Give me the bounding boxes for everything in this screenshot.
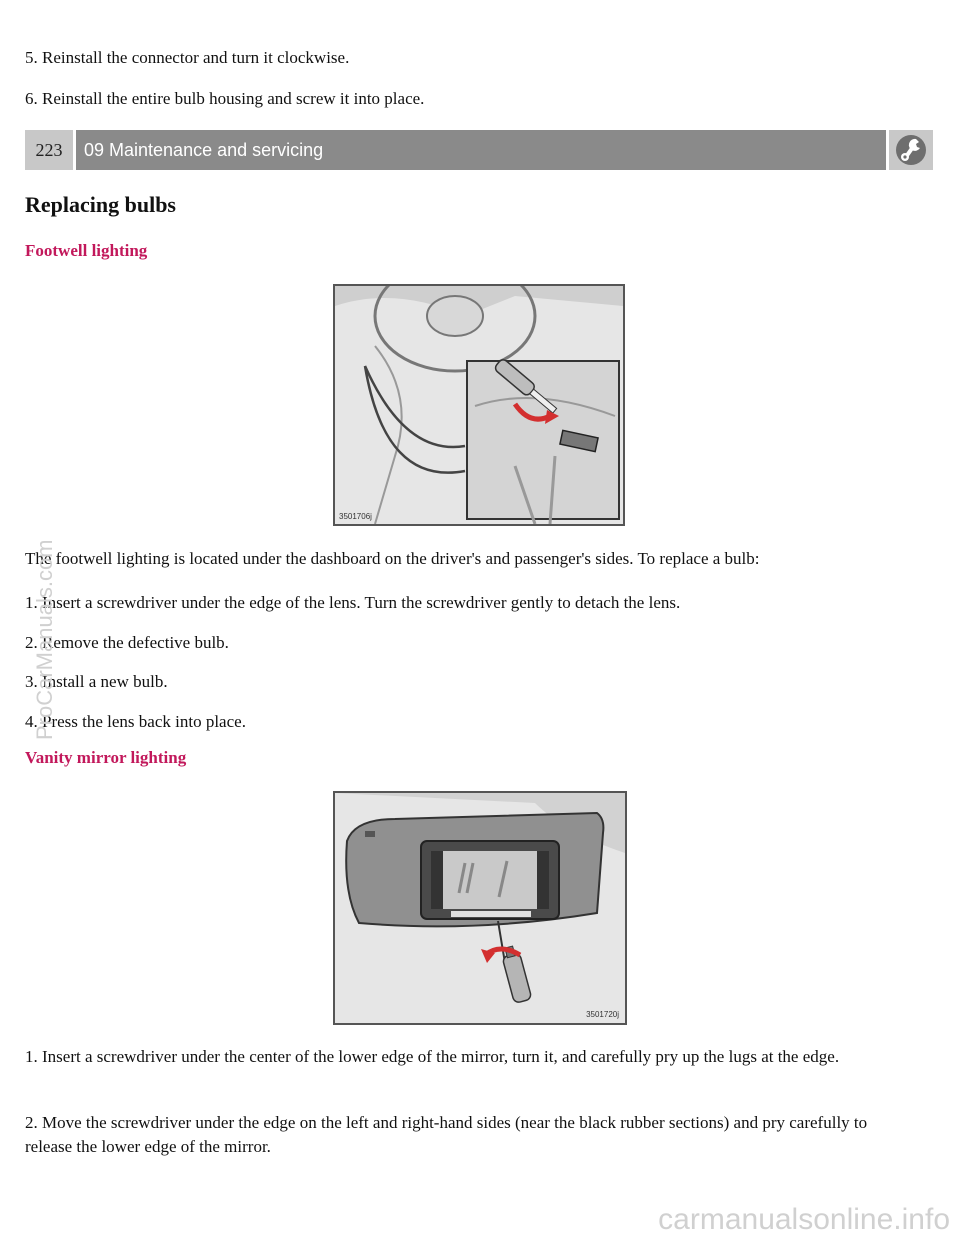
footwell-step: 2. Remove the defective bulb.	[25, 633, 229, 652]
intro-step-6: 6. Reinstall the entire bulb housing and screw it into place.	[25, 89, 425, 108]
wrench-gear-icon	[889, 130, 933, 170]
footwell-step: 1. Insert a screwdriver under the edge of the lens. Turn the screwdriver gently to detach the lens.	[25, 593, 681, 612]
vanity-step: 2. Move the screwdriver under the edge on the left and right-hand sides (near the black rubber sections) and pry carefully to release the lower edge of the mirror.	[25, 1113, 868, 1156]
footwell-step: 3. Install a new bulb.	[25, 672, 168, 691]
vanity-step: 1. Insert a screwdriver under the center of the lower edge of the mirror, turn it, and carefully pry up the lugs at the edge.	[25, 1047, 840, 1066]
section-title: 09 Maintenance and servicing	[76, 130, 886, 170]
vanity-figure-code: 3501720j	[586, 1010, 619, 1019]
footwell-figure-code: 3501706j	[339, 512, 372, 521]
footwell-heading: Footwell lighting	[25, 241, 148, 260]
section-header	[25, 130, 933, 170]
page-number: 223	[25, 130, 73, 170]
vanity-mirror-illustration	[333, 791, 627, 1025]
footwell-step: 4. Press the lens back into place.	[25, 712, 246, 731]
footwell-illustration	[333, 284, 625, 526]
bottom-watermark: carmanualsonline.info	[658, 1203, 950, 1236]
footwell-intro: The footwell lighting is located under the dashboard on the driver's and passenger's sides. To replace a bulb:	[25, 549, 760, 568]
vanity-heading: Vanity mirror lighting	[25, 748, 187, 767]
intro-step-5: 5. Reinstall the connector and turn it clockwise.	[25, 48, 350, 67]
side-watermark: ProCarManuals.com	[32, 539, 57, 740]
page-title: Replacing bulbs	[25, 192, 176, 217]
